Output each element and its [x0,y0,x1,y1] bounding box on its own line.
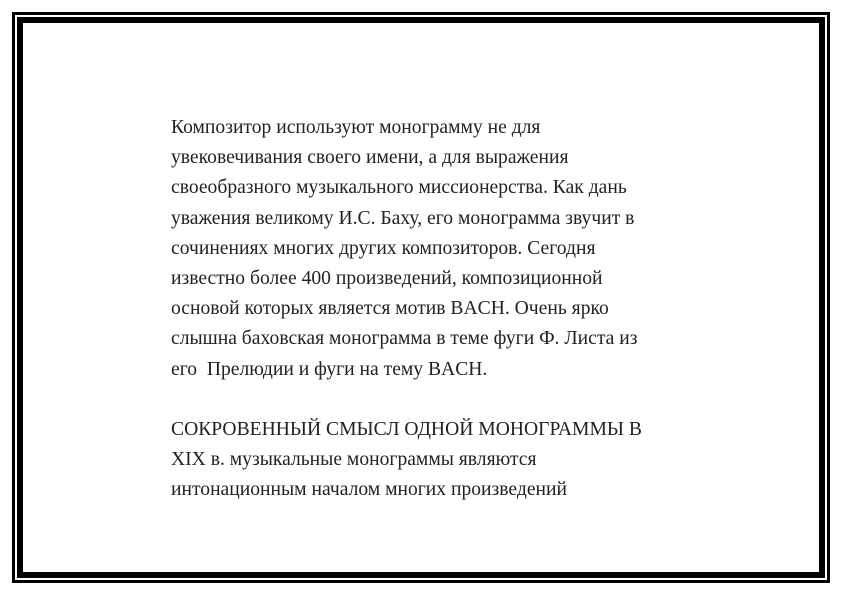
paragraph-spacer [171,385,731,415]
text-line: XIX в. музыкальные монограммы являются [171,449,537,471]
text-line: сочинениях многих других композиторов. Сегодня [171,237,596,259]
text-line: уважения великому И.С. Баху, его монограмма звучит в [171,207,635,229]
slide-text-content [171,113,731,505]
paragraph-hidden-meaning [171,415,731,506]
text-line: Композитор используют монограмму не для [171,117,541,138]
text-line: СОКРОВЕННЫЙ СМЫСЛ ОДНОЙ МОНОГРАММЫ В [171,418,642,440]
text-line: слышна баховская монограмма в теме фуги Ф. Листа из [171,328,638,350]
paragraph-monogram-mission [171,113,731,385]
text-line: увековечивания своего имени, а для выражения [171,147,569,169]
text-line: известно более 400 произведений, композиционной [171,268,603,290]
text-line: интонационным началом многих произведений [171,479,567,501]
text-line: своеобразного музыкального миссионерства. Как дань [171,177,627,199]
text-line: его Прелюдии и фуги на тему BACH. [171,358,488,380]
text-line: основой которых является мотив BACH. Очень ярко [171,298,609,320]
